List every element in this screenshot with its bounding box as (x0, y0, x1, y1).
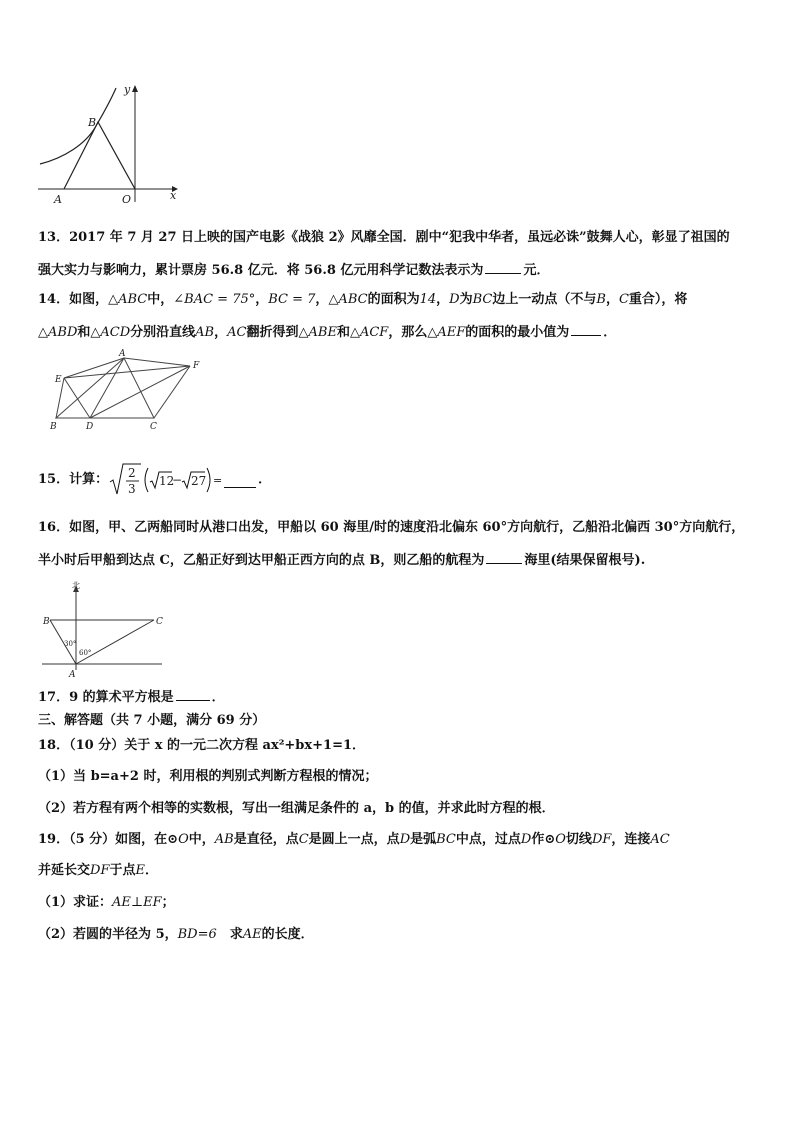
q19-math: AC (650, 832, 670, 847)
label-a: A (119, 349, 126, 359)
q19-math: BD=6 (177, 927, 217, 942)
q19-math: DF (90, 863, 110, 878)
q14-math: C (618, 292, 629, 307)
q15-expression (108, 460, 222, 500)
triangle-abo (64, 122, 135, 189)
q14-math: BC = 7 (268, 292, 316, 307)
q15-answer-blank[interactable] (224, 473, 256, 488)
q14-text: ， (605, 292, 619, 307)
q19-part2 (38, 925, 314, 945)
label-b: B (88, 116, 97, 129)
paren-left-icon (145, 468, 148, 492)
q16-line2 (38, 549, 645, 571)
label-o: O (122, 193, 132, 206)
radicand-12: 12 (159, 474, 175, 488)
q19-text: 是直径，点 (233, 832, 299, 847)
q18-part1: （1）当 b=a+2 时，利用根的判别式判断方程根的情况； (38, 769, 378, 784)
q19-line1 (38, 830, 670, 850)
q19-math: DF (591, 832, 612, 847)
sqrt-icon (110, 464, 141, 494)
q19-text: 并延长交 (38, 863, 91, 878)
q19-text: （2）若圆的半径为 5， (38, 927, 178, 942)
minus-sign: − (172, 473, 183, 487)
q16-answer-blank[interactable] (486, 549, 522, 564)
label-angle-30: 30° (64, 640, 77, 648)
label-b: B (50, 422, 57, 432)
q19-text: （1）求证： (38, 895, 113, 910)
q14-text: ， (315, 292, 329, 307)
q19-text: ． (144, 863, 158, 878)
q19-text: 作⊙ (531, 832, 556, 847)
q13-text: 强大实力与影响力，累计票房 56.8 亿元．将 56.8 亿元用科学记数法表示为 (38, 263, 484, 278)
q14-math: 14 (419, 292, 437, 307)
q13-line2 (38, 259, 549, 281)
frac-denominator: 3 (128, 482, 136, 496)
q14-text: 翻折得到 (246, 325, 299, 340)
q17-text: 17．9 的算术平方根是 (38, 690, 174, 705)
section-3-title: 三、解答题（共 7 小题，满分 69 分） (38, 713, 266, 728)
q19-text: 的长度． (261, 927, 314, 942)
q15-line (38, 460, 271, 500)
q14-text: 14．如图， (38, 292, 109, 307)
q14-math: ∠BAC = 75° (173, 292, 256, 307)
figure-curve-triangle (34, 82, 184, 206)
q19-text: ，连接 (611, 832, 651, 847)
label-a: A (69, 670, 76, 680)
q14-math: △ACF (349, 325, 389, 340)
equals-sign: = (213, 474, 223, 487)
label-e: E (55, 375, 62, 385)
q14-line1 (38, 290, 687, 310)
q14-math: AEF (437, 325, 466, 340)
q19-text: 于点 (109, 863, 136, 878)
q19-math: D (399, 832, 411, 847)
q18-part2: （2）若方程有两个相等的实数根，写出一组满足条件的 a，b 的值，并求此时方程的根． (38, 801, 555, 816)
segment-fc (154, 366, 190, 418)
q14-math: B (596, 292, 606, 307)
q14-text: 为 (459, 292, 473, 307)
q14-math: D (449, 292, 460, 307)
q14-text: 和 (336, 325, 350, 340)
q19-part1 (38, 893, 175, 913)
q19-text: 19．（5 分）如图，在⊙ (38, 832, 179, 847)
label-d: D (86, 422, 94, 432)
q13-suffix: 元． (523, 263, 550, 278)
q14-text: ． (603, 325, 617, 340)
q19-math: C (298, 832, 309, 847)
q19-math: D (520, 832, 532, 847)
q19-math: AE (242, 927, 262, 942)
q14-line2 (38, 321, 616, 343)
segment-af (124, 358, 190, 366)
q14-text: 和 (77, 325, 91, 340)
q14-text: 重合），将 (628, 292, 688, 307)
q15-text: 15．计算： (38, 472, 109, 487)
label-c: C (150, 422, 157, 432)
label-north: 北 (72, 581, 80, 590)
q16-text: 半小时后甲船到达点 C，乙船正好到达甲船正西方向的点 B，则乙船的航程为 (38, 553, 485, 568)
q19-text: ； (161, 895, 175, 910)
q15-text: ． (258, 472, 272, 487)
y-axis-arrow-icon (132, 85, 138, 92)
q19-text: 求 (216, 927, 243, 942)
q19-text: 切线 (565, 832, 592, 847)
q14-math: △ABD (38, 325, 78, 340)
q14-text: ， (214, 325, 228, 340)
q14-text: 分别沿直线 (130, 325, 196, 340)
q14-math: △ACD (90, 325, 131, 340)
q19-math: E (135, 863, 145, 878)
q14-math: BC (472, 292, 493, 307)
q17-line (38, 686, 225, 708)
q19-math: AB (214, 832, 234, 847)
q18-heading: 18．（10 分）关于 x 的一元二次方程 ax²+bx+1=1． (38, 738, 366, 753)
q19-math: BC (436, 832, 456, 847)
q14-text: 边上一动点（不与 (492, 292, 597, 307)
q19-math: AE⊥EF (112, 895, 162, 910)
label-f: F (193, 361, 200, 371)
q19-line2 (38, 861, 158, 881)
q19-text: 中点，过点 (455, 832, 521, 847)
curve (40, 88, 116, 164)
label-x: x (170, 189, 177, 202)
radicand-27: 27 (191, 474, 207, 488)
label-b: B (43, 617, 50, 627)
q14-text: 的面积为 (367, 292, 420, 307)
q14-text: ， (436, 292, 450, 307)
q16-line1: 16．如图，甲、乙两船同时从港口出发，甲船以 60 海里/时的速度沿北偏东 60°方向航行，乙船沿北偏西 30°方向航行， (38, 520, 745, 535)
q17-answer-blank[interactable] (176, 686, 210, 701)
q19-math: O (555, 832, 566, 847)
label-a: A (54, 193, 62, 206)
label-c: C (156, 617, 163, 627)
q14-math: △ABE (298, 325, 337, 340)
q14-math: △ABC (108, 292, 148, 307)
label-angle-60: 60° (79, 649, 92, 657)
q17-text: ． (211, 690, 225, 705)
frac-numerator: 2 (128, 466, 136, 480)
q13-answer-blank[interactable] (485, 259, 521, 274)
paren-right-icon (207, 468, 210, 492)
q19-text: 中， (188, 832, 215, 847)
q19-text: 是圆上一点，点 (308, 832, 400, 847)
q14-math: △ABC (328, 292, 368, 307)
q14-text: ，那么△ (388, 325, 438, 340)
q19-text: 是弧 (410, 832, 437, 847)
q14-answer-blank[interactable] (571, 321, 601, 336)
label-y: y (124, 83, 131, 96)
q16-text: 海里(结果保留根号). (524, 553, 646, 568)
q14-text: ， (255, 292, 269, 307)
q14-math: AB (195, 325, 215, 340)
q13-line1: 13．2017 年 7 月 27 日上映的国产电影《战狼 2》风靡全国．剧中“犯我中华者，虽远必诛”鼓舞人心，彰显了祖国的 (38, 230, 730, 245)
segment-ed (64, 378, 90, 418)
q14-text: 中， (147, 292, 174, 307)
q14-math: AC (227, 325, 247, 340)
q14-text: 的面积的最小值为 (465, 325, 570, 340)
segment-ac (76, 620, 154, 664)
q19-math: O (178, 832, 189, 847)
figure-fold-triangles (44, 346, 214, 434)
figure-ships-bearing (38, 580, 168, 680)
